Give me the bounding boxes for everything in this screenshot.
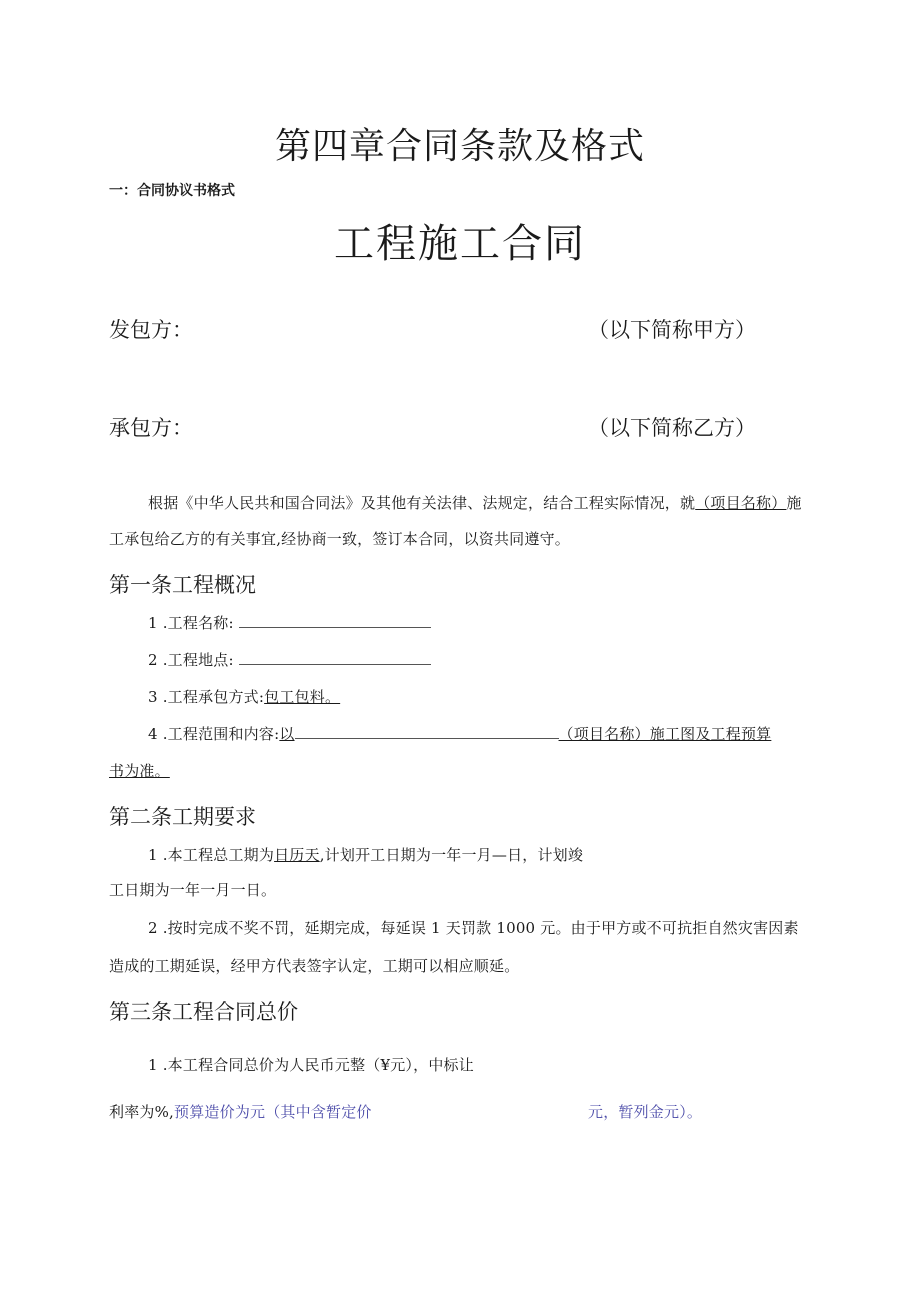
article-1-item-4-cont: 书为准。: [109, 762, 170, 780]
profit-rate-text: 利率为%,: [109, 1103, 175, 1121]
article-2-item-1-cont: 工日期为一年一月一日。: [109, 881, 277, 899]
preamble-line-2: 工承包给乙方的有关事宜,经协商一致，签订本合同，以资共同遵守。: [109, 530, 570, 548]
article-1-item-3: [148, 686, 340, 707]
preamble-project-name: （项目名称）: [695, 494, 787, 512]
article-1-item-4: [148, 723, 771, 744]
article-1-title: 第一条工程概况: [109, 573, 256, 597]
article-3-title: 第三条工程合同总价: [109, 1000, 298, 1024]
scope-value: （项目名称）施工图及工程预算: [558, 725, 772, 743]
duration-label: 1 .本工程总工期为: [148, 846, 275, 864]
contractor-label: 承包方：: [109, 416, 193, 440]
scope-prefix: 以: [279, 725, 295, 743]
contract-title: 工程施工合同: [334, 221, 586, 267]
budget-price-text: 预算造价为元（其中含暂定价: [174, 1103, 372, 1121]
project-location-label: 2 .工程地点:: [148, 651, 234, 669]
contract-method-value: 包工包料。: [264, 688, 341, 706]
project-name-label: 1 .工程名称:: [148, 614, 234, 632]
duration-text: ,计划开工日期为一年一月—日，计划竣: [319, 846, 584, 864]
contractor-alias: （以下简称乙方）: [588, 416, 756, 440]
chapter-title: 第四章合同条款及格式: [274, 126, 645, 167]
scope-blank: [295, 724, 559, 739]
contract-method-label: 3 .工程承包方式:: [148, 688, 265, 706]
employer-alias: （以下简称甲方）: [588, 318, 756, 342]
preamble-suffix: 施: [786, 494, 802, 512]
employer-label: 发包方：: [109, 318, 193, 342]
preamble-text: 根据《中华人民共和国合同法》及其他有关法律、法规定，结合工程实际情况，就: [148, 494, 696, 512]
scope-label: 4 .工程范围和内容:: [148, 725, 280, 743]
article-2-item-2-line-2: 造成的工期延误，经甲方代表签字认定，工期可以相应顺延。: [109, 957, 520, 975]
project-name-blank: [239, 613, 431, 628]
provisional-sum-text: 元，暂列金元）。: [588, 1103, 703, 1121]
article-1-item-1: [148, 612, 431, 633]
duration-days: 日历天: [274, 846, 320, 864]
section-label: 一：合同协议书格式: [109, 183, 235, 199]
preamble-line-1: [148, 492, 802, 513]
article-2-item-2-line-1: 2 .按时完成不奖不罚，延期完成，每延误 1 天罚款 1000 元。由于甲方或不可抗拒自然灾害因素: [148, 919, 799, 937]
article-3-item-1: 1 .本工程合同总价为人民币元整（¥元），中标让: [148, 1056, 474, 1074]
article-3-item-1-cont: [109, 1101, 372, 1122]
article-1-item-2: [148, 649, 431, 670]
article-2-item-1: [148, 844, 583, 865]
article-2-title: 第二条工期要求: [109, 805, 256, 829]
project-location-blank: [239, 650, 431, 665]
